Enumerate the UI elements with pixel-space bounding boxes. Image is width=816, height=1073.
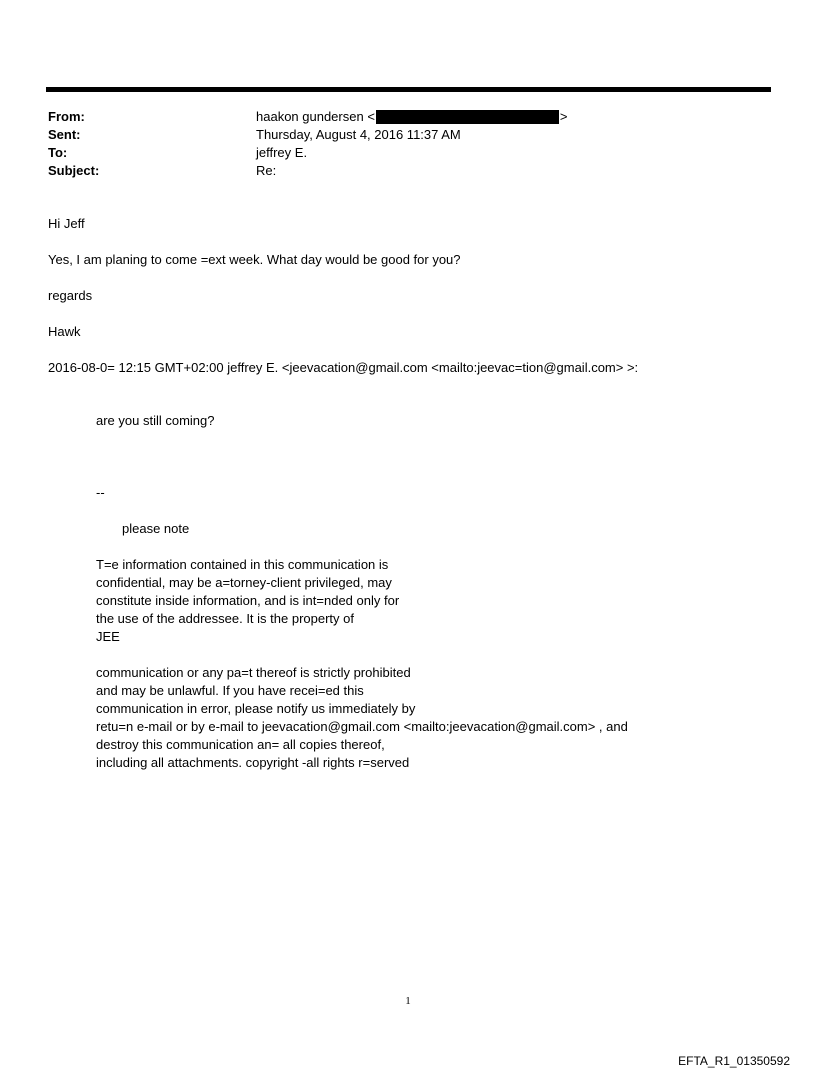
quoted-question: are you still coming? bbox=[96, 413, 215, 428]
disclaimer-line: JEE bbox=[96, 629, 120, 644]
quoted-message bbox=[96, 412, 736, 772]
disclaimer-line: communication or any pa=t thereof is strictly prohibited bbox=[96, 665, 411, 680]
disclaimer-line: communication in error, please notify us immediately by bbox=[96, 701, 416, 716]
sent-label: Sent: bbox=[48, 127, 81, 142]
from-close-bracket: > bbox=[559, 109, 568, 124]
from-value bbox=[256, 108, 748, 126]
email-body bbox=[48, 215, 768, 395]
page-number: 1 bbox=[405, 995, 411, 1007]
sent-row bbox=[48, 126, 748, 144]
note-title: please note bbox=[122, 521, 190, 536]
disclaimer-line: retu=n e-mail or by e-mail to jeevacation@gmail.com <mailto:jeevacation@gmail.com> , and bbox=[96, 719, 628, 734]
signature-separator: -- bbox=[96, 485, 105, 500]
from-name: haakon gundersen < bbox=[256, 109, 375, 124]
subject-value: Re: bbox=[256, 163, 277, 178]
from-row bbox=[48, 108, 748, 126]
from-label: From: bbox=[48, 109, 85, 124]
disclaimer-line: constitute inside information, and is int=nded only for bbox=[96, 593, 400, 608]
disclaimer-line: T=e information contained in this communication is bbox=[96, 557, 389, 572]
header-rule bbox=[46, 87, 771, 92]
document-id: EFTA_R1_01350592 bbox=[678, 1054, 790, 1068]
to-label: To: bbox=[48, 145, 68, 160]
subject-label: Subject: bbox=[48, 163, 100, 178]
sent-value: Thursday, August 4, 2016 11:37 AM bbox=[256, 127, 461, 142]
subject-row bbox=[48, 162, 748, 180]
disclaimer-line: including all attachments. copyright -all rights r=served bbox=[96, 755, 410, 770]
redaction-box bbox=[376, 110, 559, 124]
signature: Hawk bbox=[48, 324, 81, 339]
disclaimer-line: the use of the addressee. It is the property of bbox=[96, 611, 354, 626]
email-header bbox=[48, 108, 748, 180]
reply-header: 2016-08-0= 12:15 GMT+02:00 jeffrey E. <jeevacation@gmail.com <mailto:jeevac=tion@gmail.com> >: bbox=[48, 360, 639, 375]
disclaimer-line: confidential, may be a=torney-client privileged, may bbox=[96, 575, 392, 590]
message-line: Yes, I am planing to come =ext week. What day would be good for you? bbox=[48, 252, 461, 267]
to-row bbox=[48, 144, 748, 162]
disclaimer-line: destroy this communication an= all copies thereof, bbox=[96, 737, 385, 752]
disclaimer-block-2 bbox=[96, 664, 736, 772]
to-value: jeffrey E. bbox=[256, 145, 308, 160]
greeting: Hi Jeff bbox=[48, 216, 85, 231]
closing: regards bbox=[48, 288, 93, 303]
disclaimer-line: and may be unlawful. If you have recei=ed this bbox=[96, 683, 364, 698]
disclaimer-block-1 bbox=[96, 556, 736, 646]
